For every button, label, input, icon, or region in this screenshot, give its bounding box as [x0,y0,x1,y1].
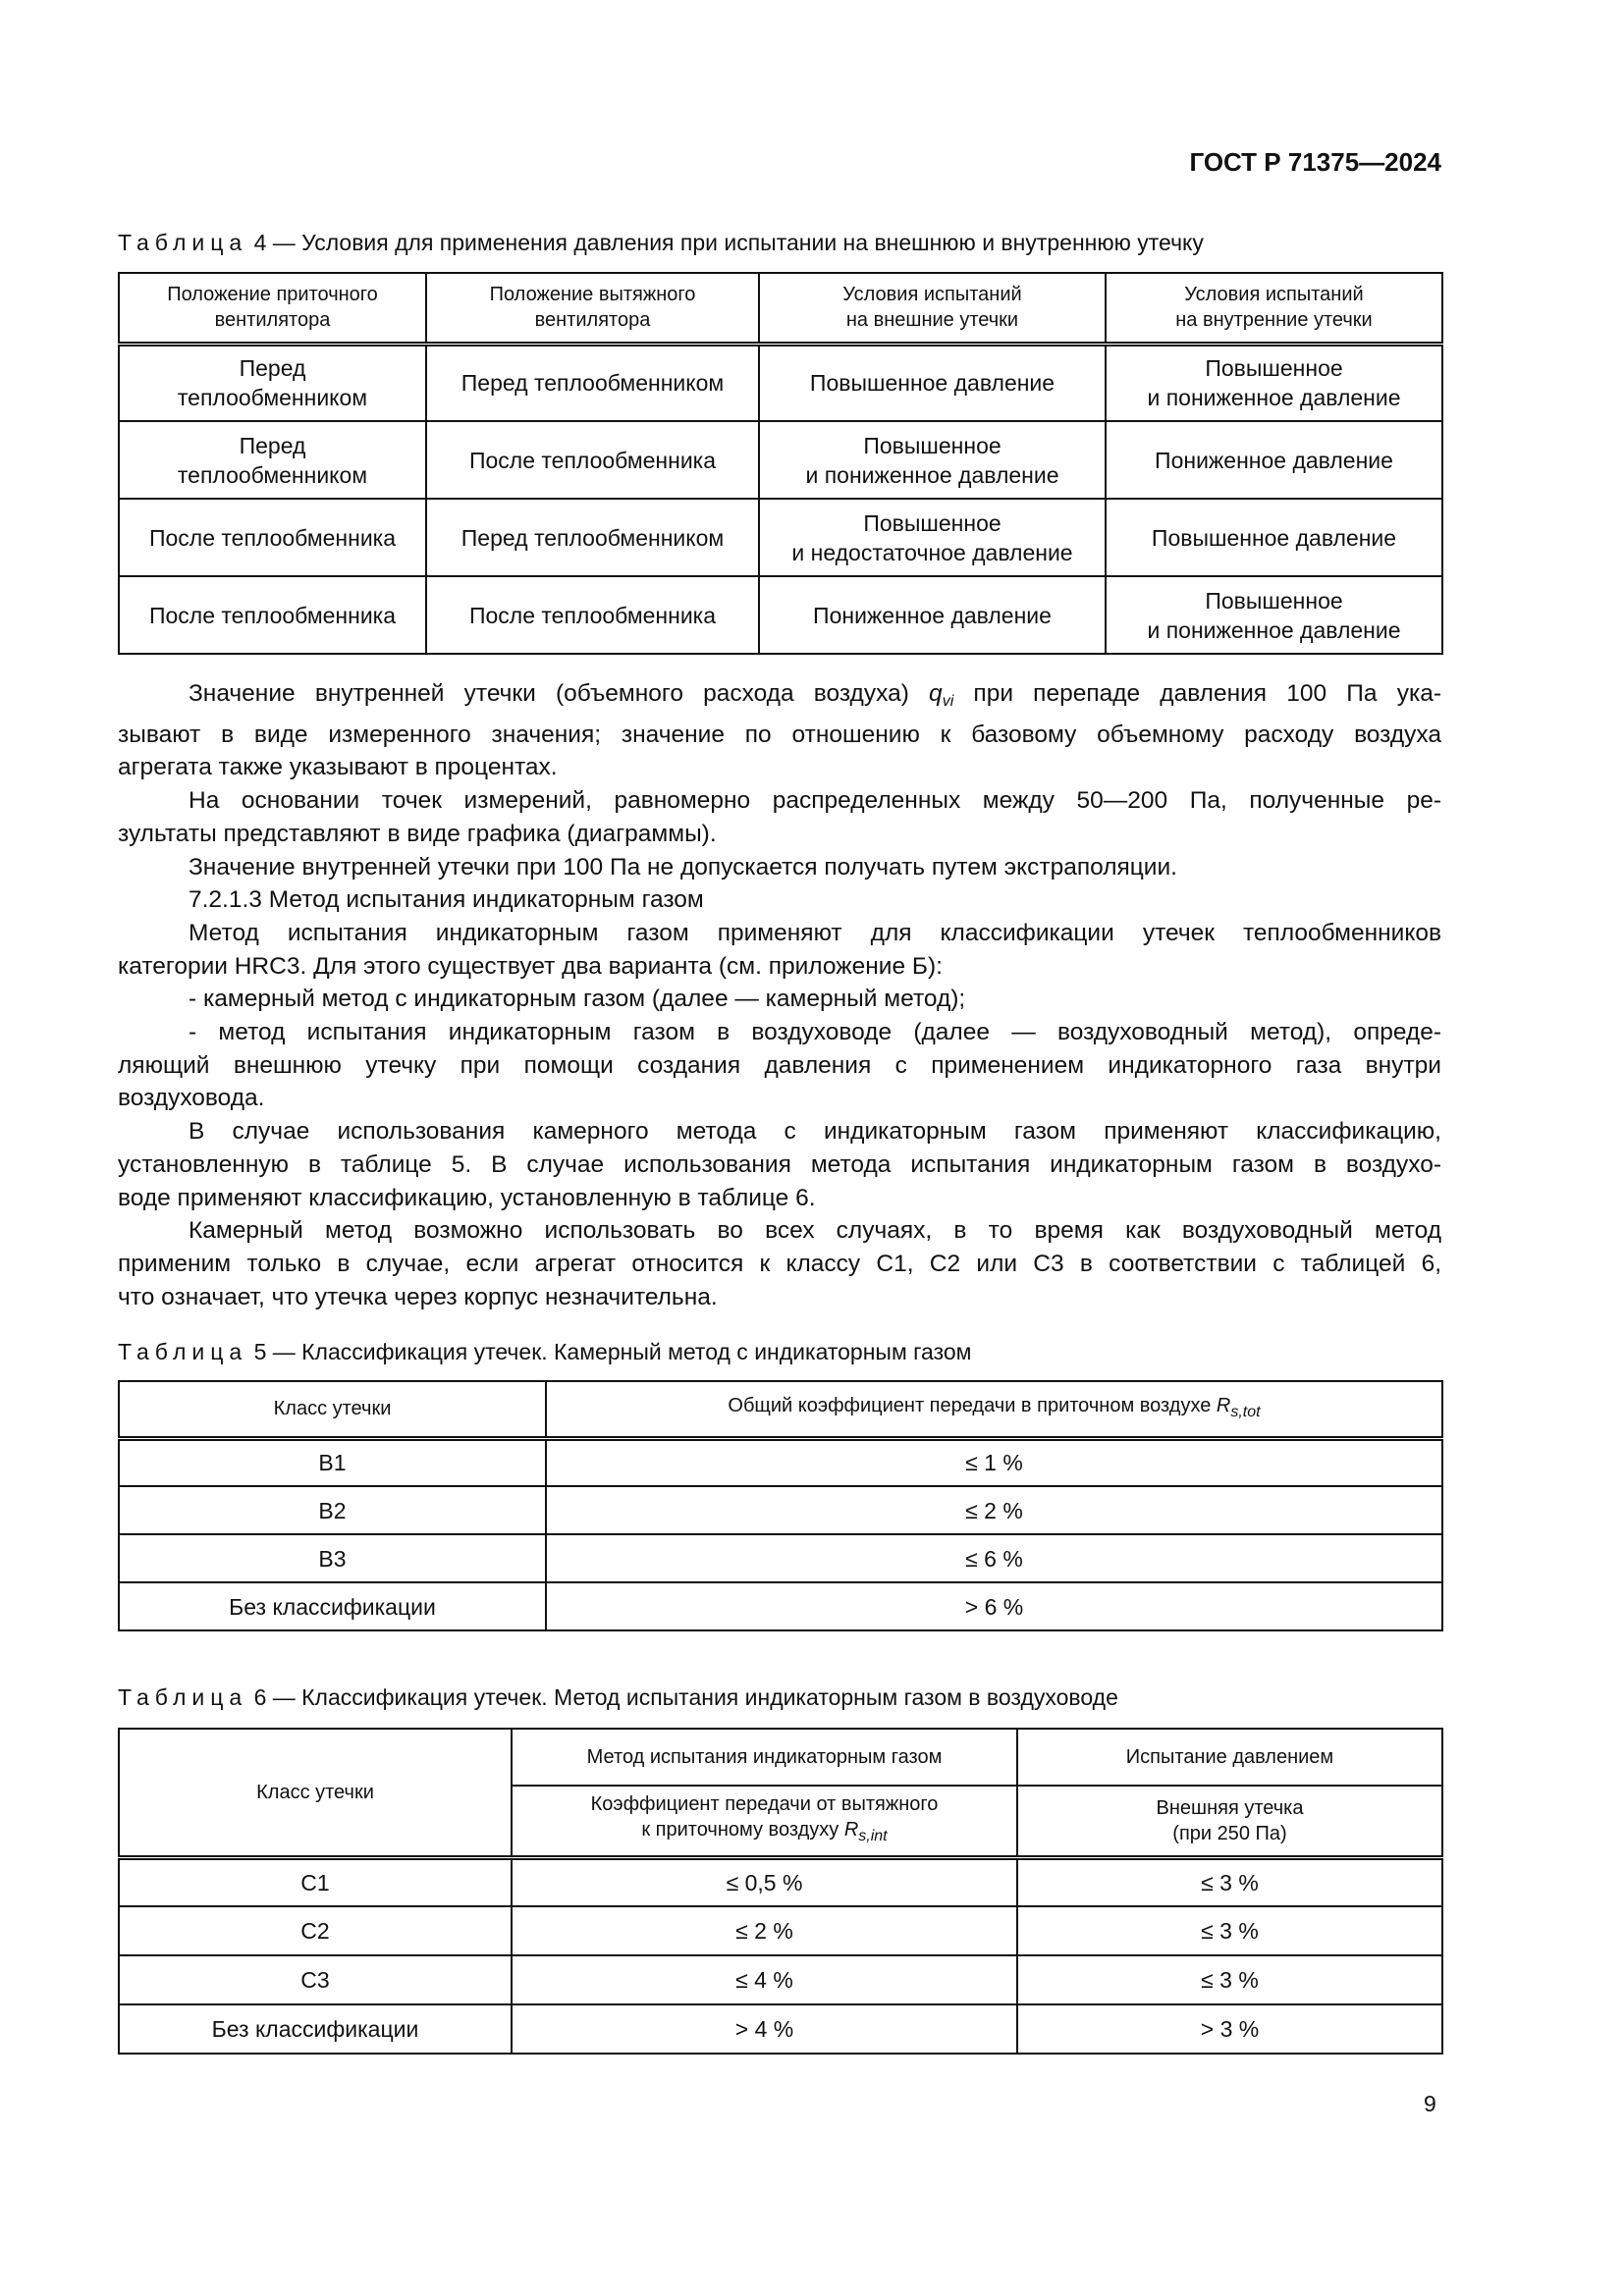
header-cell: Испытание давлением [1017,1729,1442,1786]
table-cell: Повышенное и пониженное давление [759,421,1106,499]
paragraph-line: - метод испытания индикаторным газом в воздуховоде (далее — воздуховодный метод), опреде- [189,1019,1441,1046]
table-row [119,1486,1442,1534]
body-text [118,677,1441,1313]
table-row [119,1955,1442,2004]
paragraph-line: На основании точек измерений, равномерно распределенных между 50—200 Па, полученные ре- [189,787,1441,815]
table-cell: Повышенное давление [1106,499,1442,576]
table-row [119,1582,1442,1630]
paragraph-line: что означает, что утечка через корпус незначительна. [118,1283,718,1310]
table-cell: ≤ 1 % [546,1438,1442,1486]
table-cell: Перед теплообменником [426,499,759,576]
header-cell: Условия испытаний на внутренние утечки [1106,273,1442,344]
paragraph-line: ляющий внешнюю утечку при помощи создания давления с применением индикаторного газа внутри [118,1051,1441,1079]
paragraph-line: Значение внутренней утечки (объемного расхода воздуха) $q_{vi}$ при перепаде давления 100 Па ука- [189,680,1441,710]
table6 [118,1728,1443,2055]
table-cell: ≤ 6 % [546,1534,1442,1582]
header-cell: Общий коэффициент передачи в приточном воздухе $R_{s,tot}$ [546,1381,1442,1438]
paragraph-line: агрегата также указывают в процентах. [118,754,558,781]
table-cell: После теплообменника [426,576,759,654]
table-header-row [119,273,1442,344]
table-cell: Без классификации [119,2004,512,2054]
table-cell: С2 [119,1906,512,1955]
table-cell: После теплообменника [119,576,426,654]
paragraph-line: применим только в случае, если агрегат относится к классу С1, С2 или С3 в соответствии с таблицей 6, [118,1250,1441,1277]
table-cell: ≤ 2 % [512,1906,1017,1955]
page-number: 9 [1424,2091,1436,2116]
paragraph-line: зультаты представляют в виде графика (диаграммы). [118,820,717,847]
paragraph-line: воде применяют классификацию, установленную в таблице 6. [118,1184,816,1211]
paragraph-line: Значение внутренней утечки при 100 Па не допускается получать путем экстраполяции. [189,853,1177,881]
table-cell: B3 [119,1534,546,1582]
table-cell: Перед теплообменником [426,344,759,421]
table5-caption: Таблица 5 — Классификация утечек. Камерный метод с индикаторным газом [118,1339,972,1364]
paragraph-line: Метод испытания индикаторным газом применяют для классификации утечек теплообменников [189,919,1441,946]
table-cell: ≤ 3 % [1017,1955,1442,2004]
paragraph-line: - камерный метод с индикаторным газом (далее — камерный метод); [189,986,966,1013]
table-cell: Пониженное давление [1106,421,1442,499]
table5 [118,1380,1443,1631]
paragraph-line: установленную в таблице 5. В случае использования метода испытания индикаторным газом в воздухо- [118,1150,1441,1178]
table-cell: После теплообменника [426,421,759,499]
paragraph-line: категории HRC3. Для этого существует два варианта (см. приложение Б): [118,952,943,980]
paragraph-line: Камерный метод возможно использовать во всех случаях, в то время как воздуховодный метод [189,1217,1441,1245]
paragraph-line: 7.2.1.3 Метод испытания индикаторным газом [189,886,704,914]
table-cell: Без классификации [119,1582,546,1630]
table-cell: Перед теплообменником [119,344,426,421]
table-cell: ≤ 3 % [1017,1857,1442,1906]
header-cell: Положение вытяжного вентилятора [426,273,759,344]
header-cell: Коэффициент передачи от вытяжного к приточному воздуху $R_{s,int}$ [512,1786,1017,1857]
table-row [119,421,1442,499]
paragraph-line: зывают в виде измеренного значения; значение по отношению к базовому объемному расходу воздуха [118,721,1441,748]
table-cell: B1 [119,1438,546,1486]
table-cell: Повышенное и недостаточное давление [759,499,1106,576]
table-cell: Повышенное и пониженное давление [1106,344,1442,421]
table-row [119,499,1442,576]
table-cell: > 4 % [512,2004,1017,2054]
header-cell: Метод испытания индикаторным газом [512,1729,1017,1786]
table-cell: Повышенное и пониженное давление [1106,576,1442,654]
document-code: ГОСТ Р 71375—2024 [1189,147,1441,177]
table-row [119,1534,1442,1582]
table-cell: Перед теплообменником [119,421,426,499]
table-cell: Повышенное давление [759,344,1106,421]
table-cell: С3 [119,1955,512,2004]
table-cell: Пониженное давление [759,576,1106,654]
table6-caption: Таблица 6 — Классификация утечек. Метод испытания индикаторным газом в воздуховоде [118,1684,1118,1710]
table-cell: С1 [119,1857,512,1906]
table-row [119,1906,1442,1955]
table-row [119,1438,1442,1486]
table-cell: После теплообменника [119,499,426,576]
header-cell: Внешняя утечка (при 250 Па) [1017,1786,1442,1857]
paragraph-line: В случае использования камерного метода с индикаторным газом применяют классификацию, [189,1118,1441,1146]
table-cell: ≤ 3 % [1017,1906,1442,1955]
table4 [118,272,1443,655]
header-cell: Условия испытаний на внешние утечки [759,273,1106,344]
table4-caption: Таблица 4 — Условия для применения давления при испытании на внешнюю и внутреннюю утечку [118,230,1204,255]
header-cell: Класс утечки [119,1729,512,1857]
table-cell: > 6 % [546,1582,1442,1630]
table-row [119,344,1442,421]
table-cell: ≤ 2 % [546,1486,1442,1534]
table-cell: > 3 % [1017,2004,1442,2054]
table-cell: ≤ 4 % [512,1955,1017,2004]
table-row [119,2004,1442,2054]
paragraph-line: воздуховода. [118,1085,265,1112]
table-row [119,576,1442,654]
header-cell: Класс утечки [119,1381,546,1438]
header-cell: Положение приточного вентилятора [119,273,426,344]
table-cell: ≤ 0,5 % [512,1857,1017,1906]
table-row [119,1857,1442,1906]
table-cell: B2 [119,1486,546,1534]
